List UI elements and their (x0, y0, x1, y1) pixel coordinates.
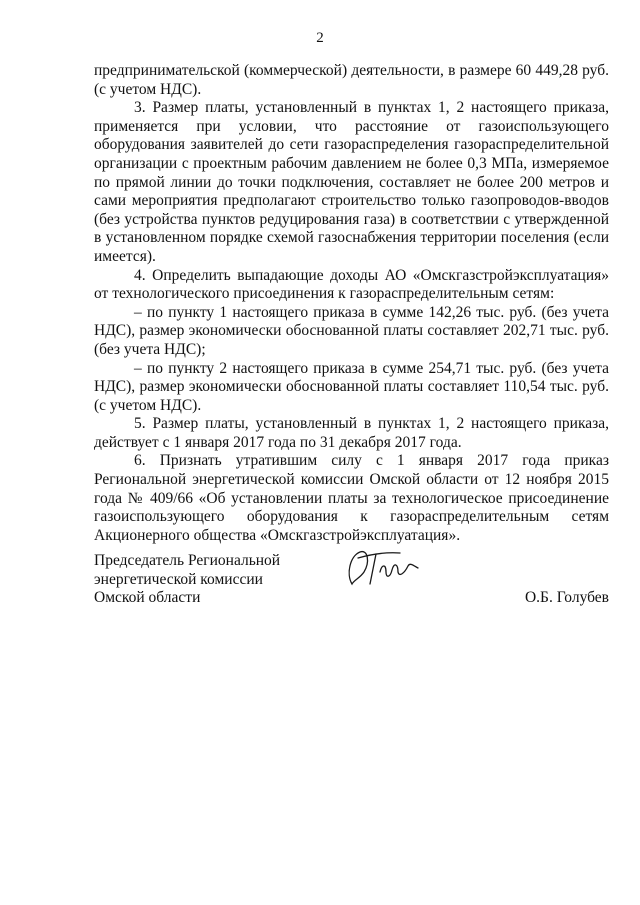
signer-title-line: Председатель Региональной (94, 552, 281, 569)
paragraph-continuation: предпринимательской (коммерческой) деятельности, в размере 60 449,28 руб. (с учетом НДС). (94, 62, 609, 98)
paragraph-item-4-sub-2: – по пункту 2 настоящего приказа в сумме 254,71 тыс. руб. (без учета НДС), размер экономически обоснованной платы составляет 110,54 тыс. руб. (с учетом НДС). (94, 359, 609, 414)
paragraph-item-5: 5. Размер платы, установленный в пунктах 1, 2 настоящего приказа, действует с 1 января 2017 года по 31 декабря 2017 года. (94, 415, 609, 451)
signer-title (94, 552, 280, 608)
paragraph-item-3: 3. Размер платы, установленный в пунктах 1, 2 настоящего приказа, применяется при условии, что расстояние от газоиспользующего оборудования заявителей до сети газораспределения газораспределительной организации с проектным рабочим давлением не более 0,3 МПа, измеряемое по прямой линии до точки подключения, составляет не более 200 метров и сами мероприятия предполагают строительство только газопроводов-вводов (без устройства пунктов редуцирования газа) в соответствии с утвержденной в установленном порядке схемой газоснабжения территории поселения (если имеется). (94, 99, 609, 265)
document-body (94, 62, 609, 545)
handwritten-signature (342, 544, 422, 590)
paragraph-item-4-sub-1: – по пункту 1 настоящего приказа в сумме 142,26 тыс. руб. (без учета НДС), размер экономически обоснованной платы составляет 202,71 тыс. руб. (без учета НДС); (94, 303, 609, 358)
page-number: 2 (316, 30, 324, 46)
signer-name: О.Б. Голубев (524, 589, 609, 606)
signer-title-line: энергетической комиссии (94, 570, 263, 588)
paragraph-item-6: 6. Признать утратившим силу с 1 января 2017 года приказ Региональной энергетической комиссии Омской области от 12 ноября 2015 года № 409/66 «Об установлении платы за технологическое присоединение газоиспользующего оборудования к газораспределительным сетям Акционерного общества «Омскгазстройэксплуатация». (94, 452, 609, 544)
signer-title-line: Омской области (94, 589, 201, 607)
paragraph-item-4: 4. Определить выпадающие доходы АО «Омскгазстройэксплуатация» от технологического присоединения к газораспределительным сетям: (94, 266, 609, 303)
signature-block (94, 552, 609, 612)
